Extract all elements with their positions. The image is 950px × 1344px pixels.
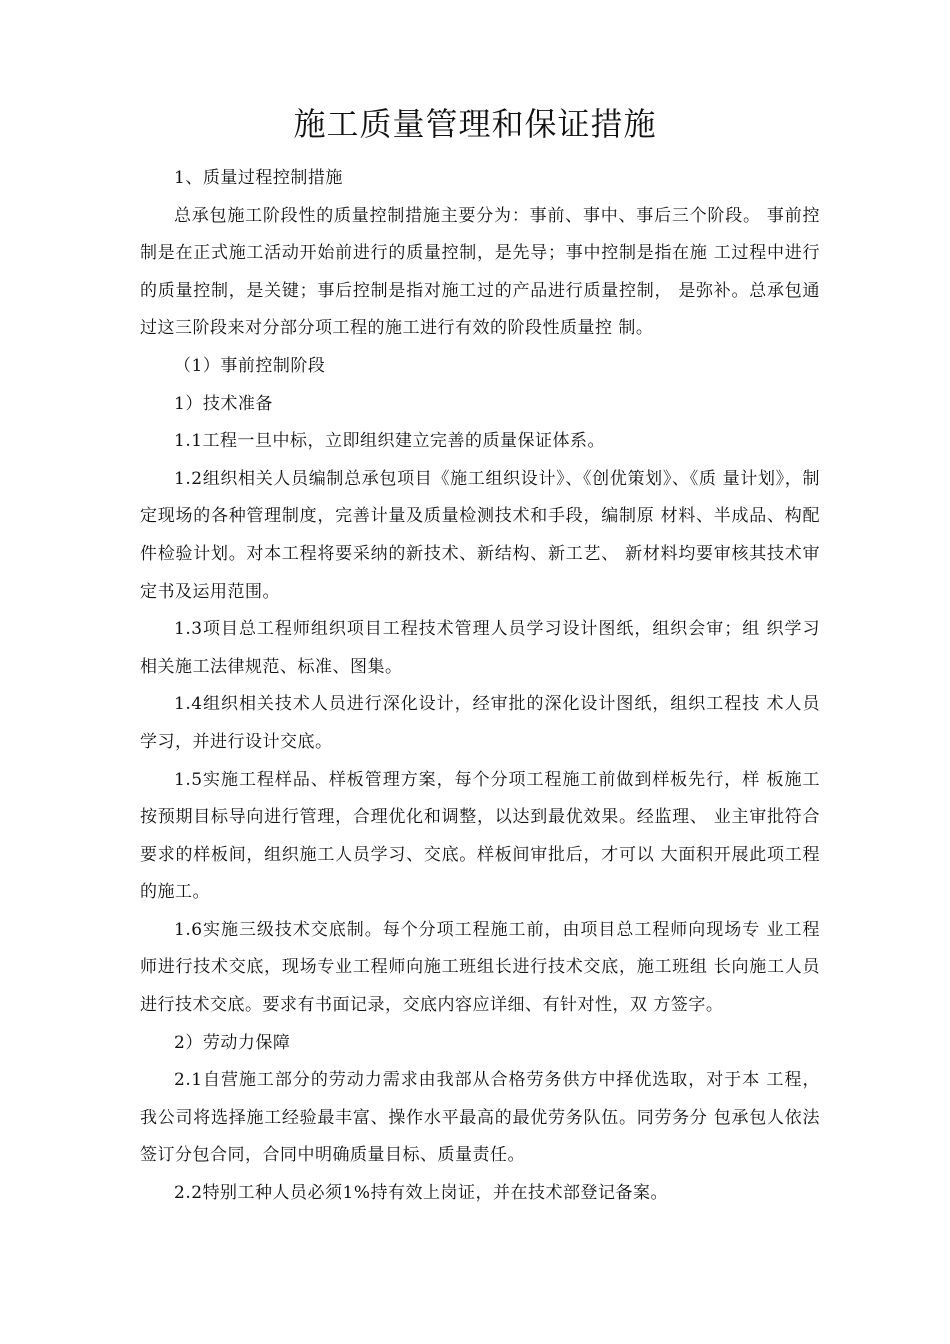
paragraph-1-3: 1.3项目总工程师组织项目工程技术管理人员学习设计图纸，组织会审；组 织学习相关施工法律规范、标准、图集。 [140,619,820,677]
paragraph-heading-1: 1、质量过程控制措施 [174,168,343,188]
paragraph-1-1: 1.1工程一旦中标，立即组织建立完善的质量保证体系。 [174,431,606,452]
paragraph-1-4: 1.4组织相关技术人员进行深化设计，经审批的深化设计图纸，组织工程技 术人员学习，并进行设计交底。 [140,694,820,752]
paragraph-heading-labor: 2）劳动力保障 [174,1032,291,1053]
document-title: 施工质量管理和保证措施 [293,105,657,143]
paragraph-heading-pre-control: （1）事前控制阶段 [174,355,326,376]
paragraph-1-2: 1.2组织相关人员编制总承包项目《施工组织设计》、《创优策划》、《质 量计划》，制定现场的各种管理制度，完善计量及质量检测技术和手段，编制原 材料、半成品、构配件检验计划。对本工程将要采纳的新技术、新结构、新工艺、 新材料均要审核其技术审定书及运用范围。 [140,468,820,602]
paragraph-1-6: 1.6实施三级技术交底制。每个分项工程施工前，由项目总工程师向现场专 业工程师进行技术交底，现场专业工程师向施工班组长进行技术交底，施工班组 长向施工人员进行技术交底。要求有书面记录，交底内容应详细、有针对性，双 方签字。 [140,919,820,1016]
paragraph-overview: 总承包施工阶段性的质量控制措施主要分为：事前、事中、事后三个阶段。 事前控制是在正式施工活动开始前进行的质量控制，是先导；事中控制是指在施 工过程中进行的质量控制，是关键；事后控制是指对施工过的产品进行质量控制， 是弥补。总承包通过这三阶段来对分部分项工程的施工进行有效的阶段性质量控 制。 [140,205,820,339]
paragraph-2-1: 2.1自营施工部分的劳动力需求由我部从合格劳务供方中择优选取，对于本 工程，我公司将选择施工经验最丰富、操作水平最高的最优劳务队伍。同劳务分 包承包人依法签订分包合同，合同中明确质量目标、质量责任。 [140,1070,820,1166]
document-body [140,160,820,1213]
paragraph-2-2: 2.2特别工种人员必须1%持有效上岗证，并在技术部登记备案。 [174,1183,669,1204]
paragraph-heading-tech-prep: 1）技术准备 [174,393,273,414]
paragraph-1-5: 1.5实施工程样品、样板管理方案，每个分项工程施工前做到样板先行，样 板施工按预期目标导向进行管理，合理优化和调整，以达到最优效果。经监理、 业主审批符合要求的样板间，组织施工人员学习、交底。样板间审批后，才可以 大面积开展此项工程的施工。 [140,769,820,903]
